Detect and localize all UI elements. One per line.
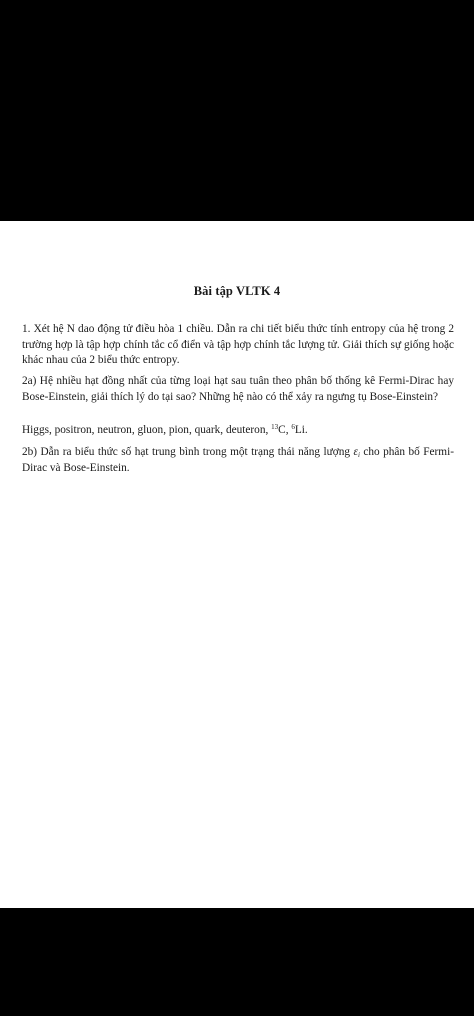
document-title: Bài tập VLTK 4 xyxy=(193,284,281,298)
particle-list-text: Higgs, positron, neutron, gluon, pion, quark, deuteron, xyxy=(22,424,272,436)
bottom-black-bar xyxy=(0,908,474,1016)
particle-list-end: . xyxy=(304,424,308,436)
epsilon-symbol: ε xyxy=(353,446,358,458)
lithium-symbol: Li xyxy=(294,424,305,436)
document-page xyxy=(0,221,474,908)
problem-2b-before: 2b) Dẫn ra biểu thức số hạt trung bình trong một trạng thái năng lượng xyxy=(22,446,354,458)
carbon-13-mass-number: 13 xyxy=(271,423,279,431)
problem-2a-text: 2a) Hệ nhiều hạt đồng nhất của từng loại hạt sau tuân theo phân bố thống kê Fermi-Dirac hay Bose-Einstein, giải thích lý do tại sao? Những hệ nào có thể xảy ra ngưng tụ Bose-Einstein? xyxy=(22,375,454,403)
problem-2b-text xyxy=(22,445,454,476)
particle-list xyxy=(22,423,454,439)
top-black-bar xyxy=(0,0,474,221)
particle-separator: , xyxy=(285,424,292,436)
epsilon-subscript: i xyxy=(357,451,360,459)
problem-1-text: 1. Xét hệ N dao động tử điều hòa 1 chiều. Dẫn ra chi tiết biểu thức tính entropy của hệ trong 2 trường hợp là tập hợp chính tắc cổ điển và tập hợp chính tắc lượng tử. Giải thích sự giống hoặc khác nhau của 2 biểu thức entropy. xyxy=(22,323,454,366)
carbon-symbol: C xyxy=(278,424,286,436)
problem-2b-after: cho phân bố Fermi-Dirac và Bose-Einstein. xyxy=(22,446,454,474)
lithium-6-mass-number: 6 xyxy=(291,423,295,431)
